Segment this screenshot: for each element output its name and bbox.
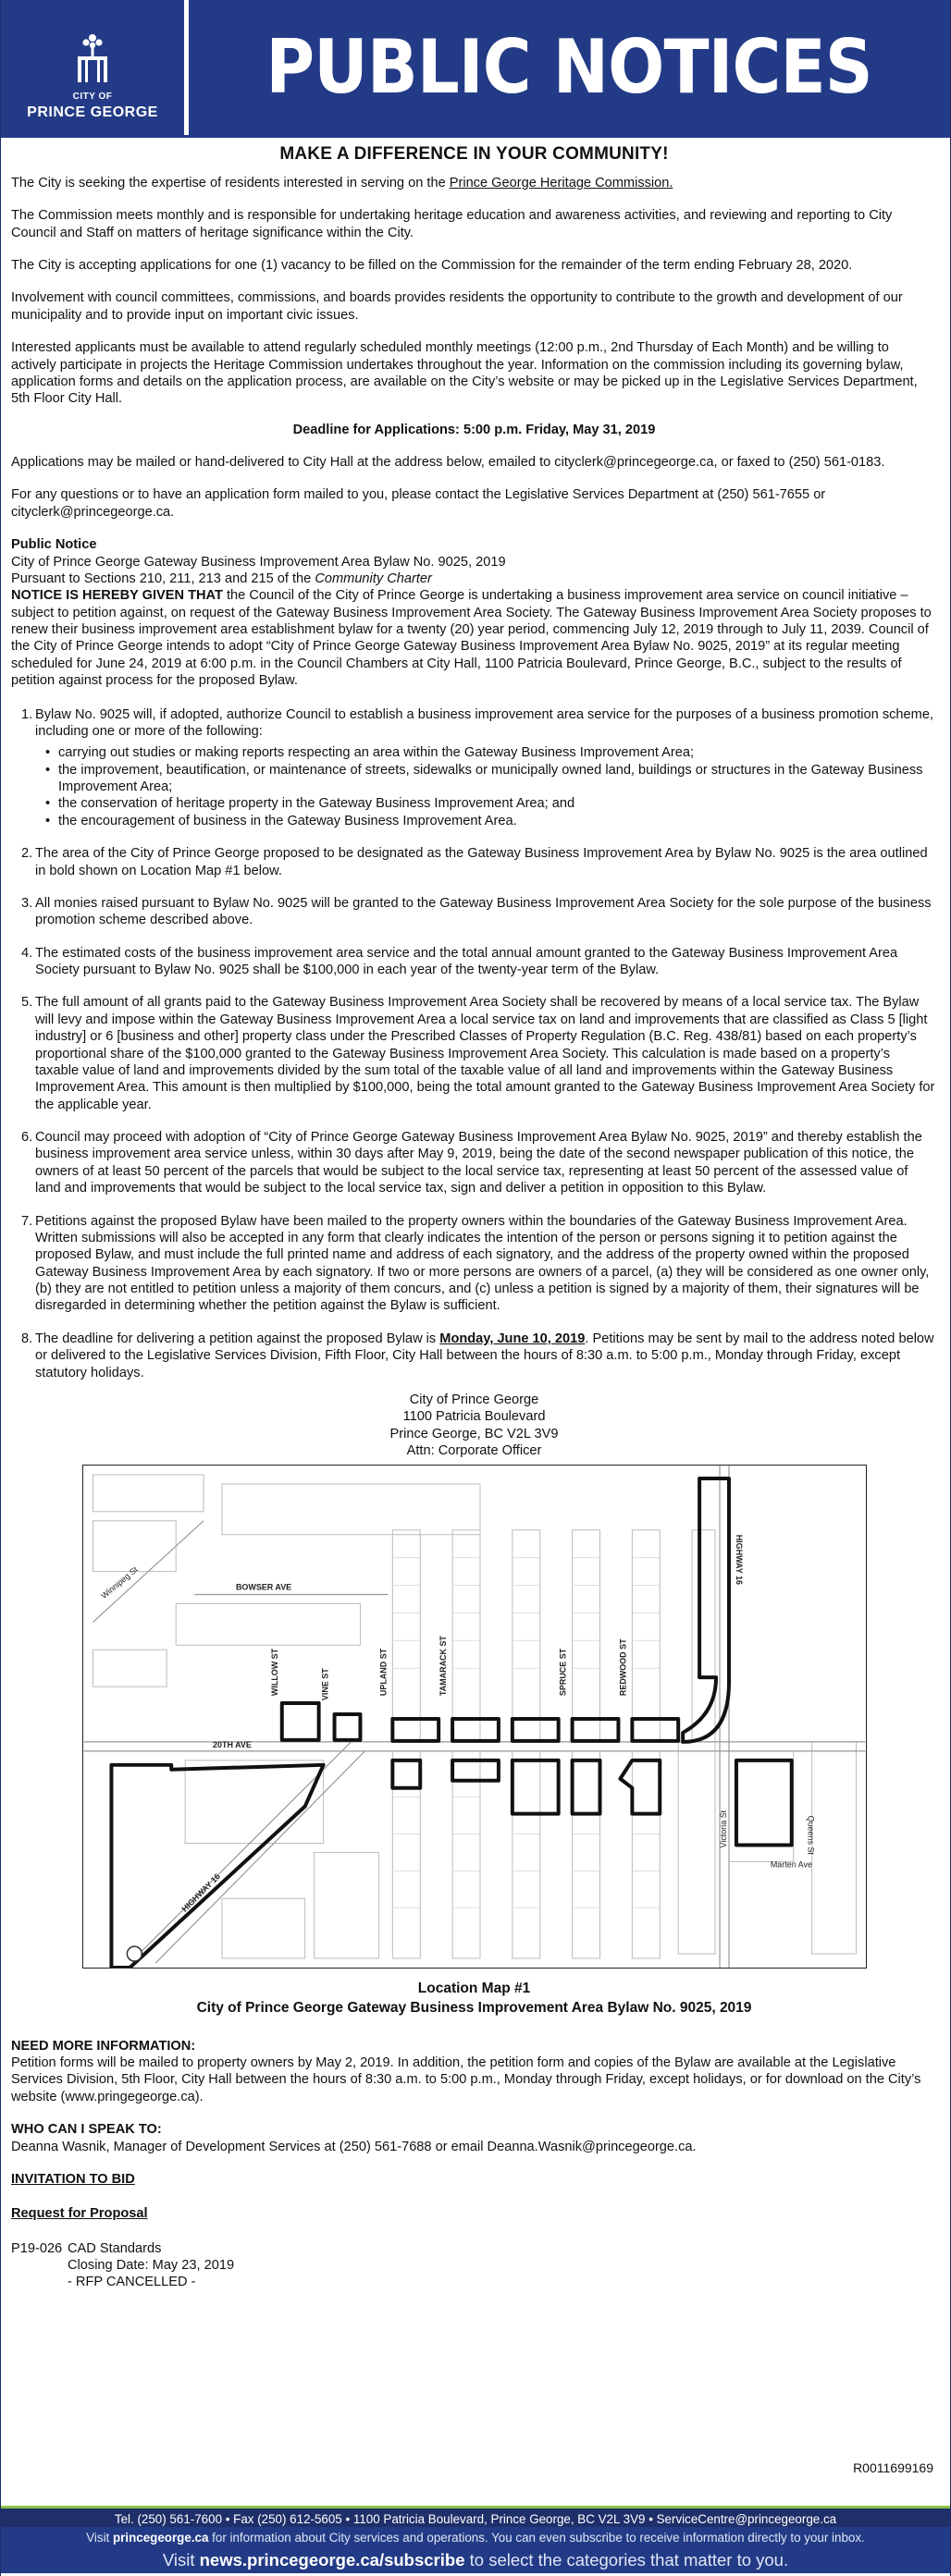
street-20th-ave: 20TH AVE	[212, 1740, 252, 1750]
street-highway-16-bottom: HIGHWAY 16	[179, 1871, 222, 1915]
bullet-item: • the encouragement of business in the Gateway Business Improvement Area.	[45, 813, 937, 829]
reference-number: R0011699169	[853, 2460, 933, 2475]
item-2-text: The area of the City of Prince George proposed to be designated as the Gateway Business Improvement Area by Bylaw No. 9025 is the area outlined in bold shown on Location Map #1 below.	[35, 846, 928, 878]
map-caption-subtitle: City of Prince George Gateway Business Improvement Area Bylaw No. 9025, 2019	[196, 1999, 752, 2016]
street-vine: VINE ST	[320, 1668, 330, 1701]
mailing-address	[11, 1392, 937, 1460]
speak-title: WHO CAN I SPEAK TO:	[11, 2122, 162, 2138]
list-item: 4. The estimated costs of the business improvement area service and the total annual amount granted to the Gateway Business Improvement Area Society pursuant to Bylaw No. 9025 shall be $100,000 in each year of the twenty-year term of the Bylaw.	[21, 945, 937, 979]
notice-given-text: the Council of the City of Prince George is undertaking a business improvement area service on council initiative – subject to petition against, on request of the Gateway Business Improvement Area Society. The Gateway Business Improvement Area Society proposes to renew their business improvement area establishment bylaw for a twenty (20) year period, commencing July 12, 2019 through to July 11, 2039. Council of the City of Prince George intends to adopt “City of Prince George Gateway Business Improvement Area Bylaw No. 9025, 2019” at its regular meeting scheduled for June 24, 2019 at 6:00 p.m. in the Council Chambers at City Hall, 1100 Patricia Boulevard, Prince George, B.C., subject to the results of petition against process for the proposed Bylaw.	[11, 588, 932, 689]
list-item: 7. Petitions against the proposed Bylaw have been mailed to the property owners within the boundaries of the Gateway Business Improvement Area. Written submissions will also be accepted in any form that clearly indicates the intention of the person or persons signing it to petition against the proposed Bylaw, and must include the full printed name and address of each signatory, and the address of the property owned within the proposed Gateway Business Improvement Area by each signatory. If two or more persons are owners of a parcel, (a) they will be considered as one owner only, (b) they are not entitled to petition unless a majority of them concurs, and (c) unless a petition is signed by a majority of them, their signatures will be disregarded in determining whether the petition against the Bylaw is sufficient.	[21, 1213, 937, 1315]
address-line: City of Prince George	[409, 1392, 539, 1407]
footer	[1, 2506, 950, 2576]
rfp-number: P19-026	[11, 2240, 63, 2256]
more-info-text: Petition forms will be mailed to property owners by May 2, 2019. In addition, the petition form and copies of the Bylaw are available at the Legislative Services Division, 5th Floor, City Hall between the hours of 8:30 a.m. to 5:00 p.m., Monday through Friday, except holidays, or for download on the City’s website (www.pringegeorge.ca).	[11, 2055, 921, 2104]
logo-city-of: CITY OF	[72, 92, 113, 103]
street-winnipeg: Winnipeg St	[98, 1564, 140, 1601]
pursuant-text: Pursuant to Sections 210, 211, 213 and 215 of the	[11, 570, 315, 586]
petition-deadline-date: Monday, June 10, 2019	[439, 1331, 586, 1346]
request-for-proposal: Request for Proposal	[11, 2206, 148, 2222]
community-charter: Community Charter	[315, 570, 432, 586]
header	[1, 0, 950, 135]
bullet-text: carrying out studies or making reports respecting an area within the Gateway Business Improvement Area;	[58, 745, 695, 761]
address-line: Prince George, BC V2L 3V9	[389, 1426, 559, 1441]
page-title: PUBLIC NOTICES	[266, 23, 873, 110]
list-item: 8. The deadline for delivering a petition against the proposed Bylaw is Monday, June 10, 2019. Petitions may be sent by mail to the address noted below or delivered to the Legislative Services Division, Fifth Floor, City Hall between the hours of 8:30 a.m. to 5:00 p.m., Monday through Friday, except statutory holidays.	[21, 1331, 937, 1381]
list-item: 3. All monies raised pursuant to Bylaw No. 9025 will be granted to the Gateway Business Improvement Area Society for the sole purpose of the business promotion scheme described above.	[21, 895, 937, 929]
bullet-item: • the improvement, beautification, or maintenance of streets, sidewalks or municipally owned land, buildings or structures in the Gateway Business Improvement Area;	[45, 762, 937, 796]
heritage-paragraph-2: The Commission meets monthly and is responsible for undertaking heritage education and awareness activities, and reviewing and reporting to City Council and Staff on matters of heritage significance within the City.	[11, 208, 893, 240]
street-victoria: Victoria St	[718, 1810, 728, 1848]
notice-given-label: NOTICE IS HEREBY GIVEN THAT	[11, 588, 223, 604]
footer-visit-post: for information about City services and operations. You can even subscribe to receive information directly to your inbox.	[208, 2531, 865, 2545]
footer-site-link[interactable]: princegeorge.ca	[112, 2531, 209, 2545]
bullet-item: • the conservation of heritage property in the Gateway Business Improvement Area; and	[45, 795, 937, 812]
item-8-post: . Petitions may be sent by mail to the address noted below or delivered to the Legislative Services Division, Fifth Floor, City Hall between the hours of 8:30 a.m. to 5:00 p.m., Monday through Friday, except statutory holidays.	[35, 1331, 934, 1380]
item-1-text: Bylaw No. 9025 will, if adopted, authorize Council to establish a business improvement area service for the purposes of a business promotion scheme, including one or more of the following:	[35, 706, 933, 739]
heritage-commission-link[interactable]: Prince George Heritage Commission.	[449, 175, 673, 190]
heritage-paragraph-3: The City is accepting applications for one (1) vacancy to be filled on the Commission for the remainder of the term ending February 28, 2020.	[11, 258, 853, 274]
item-8-text	[35, 1331, 937, 1381]
heritage-paragraph-6: Applications may be mailed or hand-delivered to City Hall at the address below, emailed to cityclerk@princegeorge.ca, or faxed to (250) 561-0183.	[11, 455, 885, 471]
footer-visit	[1, 2527, 950, 2547]
bullet-text: the improvement, beautification, or maintenance of streets, sidewalks or municipally owned land, buildings or structures in the Gateway Business Improvement Area;	[58, 762, 923, 795]
list-item: 2. The area of the City of Prince George proposed to be designated as the Gateway Business Improvement Area by Bylaw No. 9025 is the area outlined in bold shown on Location Map #1 below.	[21, 845, 937, 879]
rfp-line: - RFP CANCELLED -	[68, 2275, 196, 2290]
more-info-title: NEED MORE INFORMATION:	[11, 2038, 196, 2054]
address-line: Attn: Corporate Officer	[406, 1443, 542, 1459]
footer-contact: Tel. (250) 561-7600 • Fax (250) 612-5605 • 1100 Patricia Boulevard, Prince George, BC V2L 3V9 • ServiceCentre@princegeorge.ca	[1, 2506, 950, 2527]
item-7-text: Petitions against the proposed Bylaw have been mailed to the property owners within the boundaries of the Gateway Business Improvement Area. Written submissions will also be accepted in any form that clearly indicates the intention of the person or persons signing it to petition against the proposed Bylaw, and must include the full printed name and address of each signatory, and the address of the property owned within the proposed Gateway Business Improvement Area by each signatory. If two or more persons are owners of a parcel, (a) they will be considered as one owner only, (b) they are not entitled to petition unless a majority of them concurs, and (c) unless a petition is signed by a majority of them, their signatures will be disregarded in determining whether the petition against the Bylaw is sufficient.	[35, 1213, 930, 1314]
map-caption	[11, 1980, 937, 2017]
rfp-line: Closing Date: May 23, 2019	[68, 2258, 235, 2274]
location-map-drawing	[83, 1466, 866, 1968]
bullet-item: • carrying out studies or making reports respecting an area within the Gateway Business Improvement Area;	[45, 744, 937, 761]
rfp-line: CAD Standards	[68, 2240, 162, 2256]
heritage-intro-text: The City is seeking the expertise of residents interested in serving on the	[11, 175, 450, 190]
rfp-entry	[11, 2240, 937, 2291]
application-deadline: Deadline for Applications: 5:00 p.m. Friday, May 31, 2019	[292, 422, 656, 437]
speak-text: Deanna Wasnik, Manager of Development Services at (250) 561-7688 or email Deanna.Wasnik@princegeorge.ca.	[11, 2139, 697, 2154]
street-highway-16-top: HIGHWAY 16	[734, 1535, 744, 1586]
bylaw-items-list	[21, 706, 937, 1381]
purpose-bullets	[45, 744, 937, 829]
location-map	[82, 1465, 867, 1969]
pursuant-line	[11, 570, 937, 587]
title-banner	[189, 0, 950, 135]
heritage-paragraph-7: For any questions or to have an application form mailed to you, please contact the Legislative Services Department at (250) 561-7655 or cityclerk@princegeorge.ca.	[11, 487, 826, 520]
item-5-text: The full amount of all grants paid to the Gateway Business Improvement Area Society shall be recovered by means of a local service tax. The Bylaw will levy and impose within the Gateway Business Improvement Area a local service tax on land and improvements that are classified as Class 5 [light industry] or 6 [business and other] property class under the Prescribed Classes of Property Regulation (B.C. Reg. 438/81) based on each property’s proportional share of the $100,000 granted to the Gateway Business Improvement Area Society. This calculation is made based on a property’s taxable value of land and improvements divided by the sum total of the taxable value of all land and improvements within the Gateway Business Improvement Area. This amount is then multiplied by $100,000, being the total amount granted to the Gateway Business Improvement Area Society for the applicable year.	[35, 995, 935, 1112]
street-spruce: SPRUCE ST	[558, 1649, 568, 1697]
street-tamarack: TAMARACK ST	[438, 1636, 448, 1697]
notice-given-paragraph	[11, 587, 937, 689]
notice-content	[1, 143, 950, 2291]
item-4-text: The estimated costs of the business improvement area service and the total annual amount granted to the Gateway Business Improvement Area Society pursuant to Bylaw No. 9025 shall be $100,000 in each year of the twenty-year term of the Bylaw.	[35, 945, 898, 978]
rfp-details	[68, 2240, 234, 2291]
item-3-text: All monies raised pursuant to Bylaw No. 9025 will be granted to the Gateway Business Improvement Area Society for the sole purpose of the business promotion scheme described above.	[35, 895, 932, 928]
logo-city-name: PRINCE GEORGE	[27, 104, 158, 120]
public-notice-title: Public Notice	[11, 537, 97, 553]
heritage-paragraph-4: Involvement with council committees, commissions, and boards provides residents the opportunity to contribute to the growth and development of our municipality and to provide input on important civic issues.	[11, 290, 903, 323]
street-upland: UPLAND ST	[377, 1649, 388, 1697]
footer-subscribe	[1, 2547, 950, 2573]
map-caption-title: Location Map #1	[417, 1981, 531, 1997]
header-rule	[1, 135, 950, 138]
street-willow: WILLOW ST	[269, 1649, 279, 1697]
footer-news-pre: Visit	[162, 2550, 200, 2570]
street-queens: Queens St	[806, 1816, 816, 1856]
list-item: 1. Bylaw No. 9025 will, if adopted, authorize Council to establish a business improvement area service for the purposes of a business promotion scheme, including one or more of the following: • carrying out studies or making reports respecting an area within the Gateway Business Improvement Area; • the improvement, beautification, or maintenance of streets, sidewalks or municipally owned land, buildings or structures in the Gateway Business Improvement Area; • the conservation of heritage property in the Gateway Business Improvement Area; and • the encouragement of business in the Gateway Business Improvement Area.	[21, 706, 937, 830]
footer-news-post: to select the categories that matter to you.	[464, 2550, 789, 2570]
list-item: 6. Council may proceed with adoption of “City of Prince George Gateway Business Improvement Area Bylaw No. 9025, 2019” and thereby establish the business improvement area service unless, within 30 days after May 9, 2019, being the date of the second newspaper publication of this notice, the owners of at least 50 percent of the parcels that would be subject to the local service tax, representing at least 50 percent of the assessed value of land and improvements that would be subject to the local service tax, sign and deliver a petition in opposition to this Bylaw.	[21, 1129, 937, 1197]
public-notice-block	[11, 536, 937, 689]
item-6-text: Council may proceed with adoption of “City of Prince George Gateway Business Improvement Area Bylaw No. 9025, 2019” and thereby establish the business improvement area service unless, within 30 days after May 9, 2019, being the date of the second newspaper publication of this notice, the owners of at least 50 percent of the parcels that would be subject to the local service tax, representing at least 50 percent of the assessed value of land and improvements that would be subject to the local service tax, sign and deliver a petition in opposition to this Bylaw.	[35, 1130, 922, 1196]
footer-subscribe-link[interactable]: news.princegeorge.ca/subscribe	[199, 2550, 465, 2570]
bullet-text: the encouragement of business in the Gateway Business Improvement Area.	[58, 813, 517, 828]
invitation-to-bid: INVITATION TO BID	[11, 2171, 135, 2187]
street-bowser: BOWSER AVE	[235, 1582, 291, 1592]
item-8-pre: The deadline for delivering a petition against the proposed Bylaw is	[35, 1331, 440, 1346]
bylaw-title-line: City of Prince George Gateway Business Improvement Area Bylaw No. 9025, 2019	[11, 554, 506, 570]
heritage-intro	[11, 175, 937, 191]
footer-visit-pre: Visit	[86, 2531, 113, 2545]
street-marten: Marten Ave	[770, 1859, 812, 1870]
bullet-text: the conservation of heritage property in the Gateway Business Improvement Area; and	[58, 796, 575, 812]
list-item: 5. The full amount of all grants paid to the Gateway Business Improvement Area Society shall be recovered by means of a local service tax. The Bylaw will levy and impose within the Gateway Business Improvement Area a local service tax on land and improvements that are classified as Class 5 [light industry] or 6 [business and other] property class under the Prescribed Classes of Property Regulation (B.C. Reg. 438/81) based on each property’s proportional share of the $100,000 granted to the Gateway Business Improvement Area Society. This calculation is made based on a property’s taxable value of land and improvements divided by the sum total of the taxable value of all land and improvements within the Gateway Business Improvement Area. This amount is then multiplied by $100,000, being the total amount granted to the Gateway Business Improvement Area Society for the applicable year.	[21, 994, 937, 1113]
address-line: 1100 Patricia Boulevard	[402, 1409, 546, 1425]
headline: MAKE A DIFFERENCE IN YOUR COMMUNITY!	[279, 144, 669, 164]
city-crest-icon	[72, 31, 113, 86]
street-redwood: REDWOOD ST	[617, 1638, 627, 1697]
city-logo	[1, 0, 184, 135]
highway-shield-icon	[127, 1947, 142, 1962]
heritage-paragraph-5: Interested applicants must be available to attend regularly scheduled monthly meetings (12:00 p.m., 2nd Thursday of Each Month) and be willing to actively participate in projects the Heritage Commission undertakes throughout the year. Information on the commission including its governing bylaw, application forms and details on the application process, are available on the City’s website or may be picked up in the Legislative Services Department, 5th Floor City Hall.	[11, 340, 918, 407]
